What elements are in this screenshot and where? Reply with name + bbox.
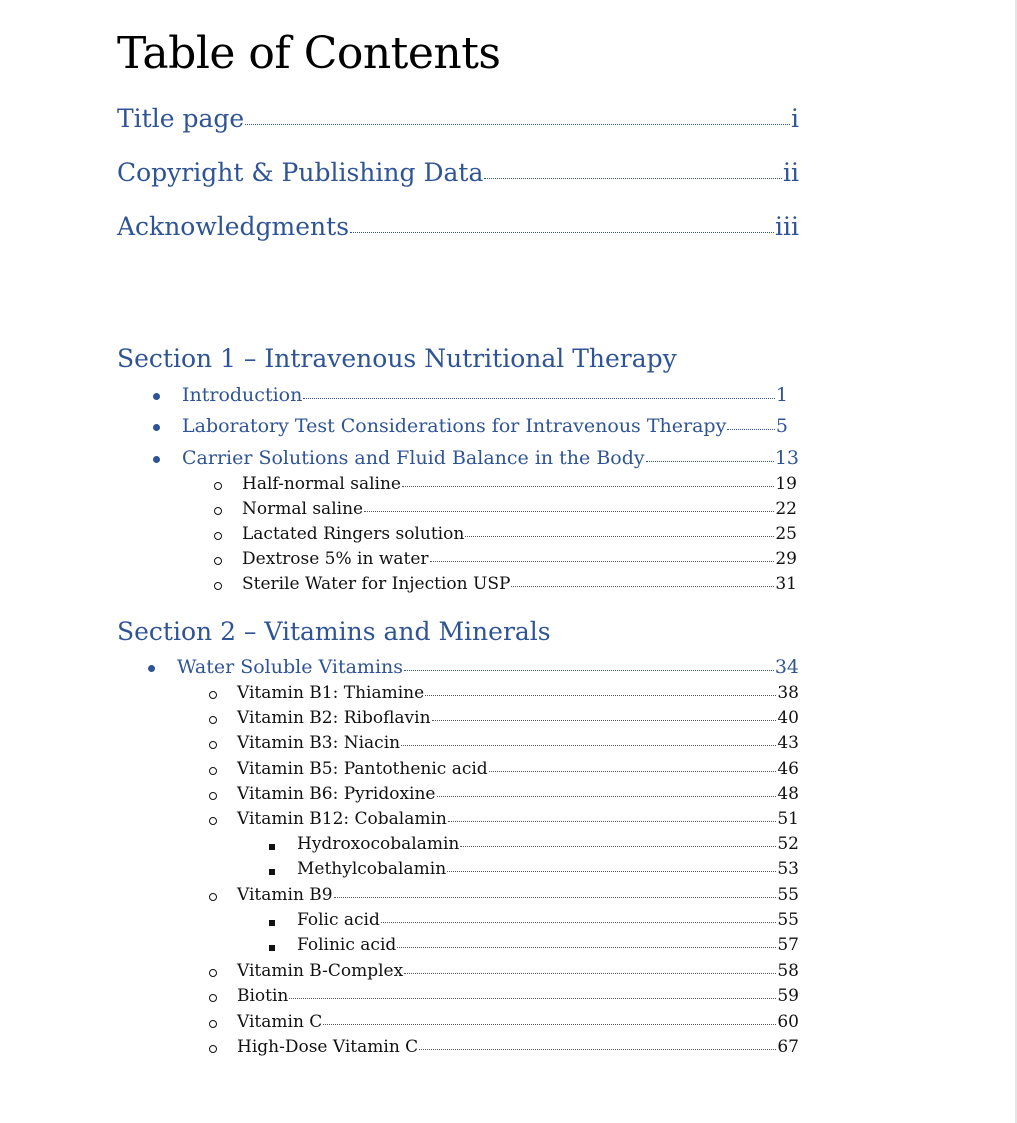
dot-leader xyxy=(448,821,776,822)
dot-leader xyxy=(397,947,776,948)
bullet-ring-icon xyxy=(214,482,222,490)
bullet-dot-icon xyxy=(148,665,155,672)
toc-entry-page: 19 xyxy=(775,474,797,494)
bullet-ring-icon xyxy=(209,1020,217,1028)
toc-entry-label: Carrier Solutions and Fluid Balance in the Body xyxy=(182,447,645,469)
toc-entry-page: 59 xyxy=(777,986,799,1006)
toc-entry-title-page[interactable] xyxy=(117,104,799,133)
toc-entry-page: 31 xyxy=(775,574,797,594)
toc-entry-page: 40 xyxy=(777,708,799,728)
toc-entry-page: ii xyxy=(783,158,799,187)
toc-entry-page: 55 xyxy=(777,910,799,930)
toc-entry-water-soluble-vitamins[interactable] xyxy=(177,656,799,678)
bullet-ring-icon xyxy=(209,969,217,977)
toc-entry-label: Vitamin B-Complex xyxy=(237,961,404,981)
toc-entry-page: 55 xyxy=(777,885,799,905)
toc-entry-page: 48 xyxy=(777,784,799,804)
toc-entry-label: Vitamin B9 xyxy=(237,885,333,905)
toc-entry-vitamin-c[interactable] xyxy=(237,1012,799,1032)
toc-entry-label: Title page xyxy=(117,104,245,133)
toc-entry-half-normal-saline[interactable] xyxy=(242,474,797,494)
toc-entry-lab-tests[interactable] xyxy=(182,415,788,437)
dot-leader xyxy=(350,232,774,233)
toc-entry-page: iii xyxy=(775,212,799,241)
dot-leader xyxy=(334,897,777,898)
dot-leader xyxy=(323,1024,776,1025)
bullet-dot-icon xyxy=(153,424,160,431)
section-1-heading[interactable]: Section 1 – Intravenous Nutritional Therapy xyxy=(117,344,677,373)
toc-entry-page: 60 xyxy=(777,1012,799,1032)
dot-leader xyxy=(465,536,774,537)
bullet-square-icon xyxy=(269,920,275,926)
toc-entry-page: 51 xyxy=(777,809,799,829)
toc-entry-page: 1 xyxy=(775,384,788,406)
toc-entry-page: 22 xyxy=(775,499,797,519)
toc-entry-label: Vitamin B3: Niacin xyxy=(237,733,401,753)
toc-entry-vitamin-b9[interactable] xyxy=(237,885,799,905)
dot-leader xyxy=(303,398,775,399)
dot-leader xyxy=(364,511,774,512)
toc-entry-label: Methylcobalamin xyxy=(297,859,447,879)
bullet-ring-icon xyxy=(209,792,217,800)
toc-entry-page: 46 xyxy=(777,759,799,779)
bullet-ring-icon xyxy=(209,716,217,724)
toc-entry-page: i xyxy=(791,104,799,133)
toc-entry-vitamin-b5[interactable] xyxy=(237,759,799,779)
toc-entry-label: Hydroxocobalamin xyxy=(297,834,460,854)
toc-entry-page: 43 xyxy=(777,733,799,753)
dot-leader xyxy=(404,670,774,671)
toc-entry-page: 58 xyxy=(777,961,799,981)
toc-entry-hydroxocobalamin[interactable] xyxy=(297,834,799,854)
toc-entry-page: 52 xyxy=(777,834,799,854)
dot-leader xyxy=(401,745,776,746)
toc-entry-label: Sterile Water for Injection USP xyxy=(242,574,511,594)
bullet-ring-icon xyxy=(209,994,217,1002)
page-title: Table of Contents xyxy=(117,28,501,79)
toc-entry-page: 34 xyxy=(774,656,799,678)
dot-leader xyxy=(432,720,777,721)
toc-entry-label: Vitamin B5: Pantothenic acid xyxy=(237,759,488,779)
toc-entry-label: Introduction xyxy=(182,384,303,406)
dot-leader xyxy=(447,871,776,872)
toc-entry-page: 5 xyxy=(775,415,788,437)
toc-entry-page: 29 xyxy=(775,549,797,569)
toc-entry-vitamin-b3[interactable] xyxy=(237,733,799,753)
dot-leader xyxy=(419,1049,776,1050)
toc-entry-vitamin-b-complex[interactable] xyxy=(237,961,799,981)
bullet-ring-icon xyxy=(209,893,217,901)
toc-entry-acknowledgments[interactable] xyxy=(117,212,799,241)
toc-entry-carrier-solutions[interactable] xyxy=(182,447,799,469)
dot-leader xyxy=(289,998,776,999)
toc-entry-label: Water Soluble Vitamins xyxy=(177,656,404,678)
bullet-ring-icon xyxy=(209,817,217,825)
toc-entry-page: 38 xyxy=(777,683,799,703)
dot-leader xyxy=(437,796,777,797)
bullet-ring-icon xyxy=(214,582,222,590)
toc-entry-label: Lactated Ringers solution xyxy=(242,524,465,544)
dot-leader xyxy=(402,486,774,487)
toc-entry-folic-acid[interactable] xyxy=(297,910,799,930)
toc-entry-label: Vitamin C xyxy=(237,1012,323,1032)
bullet-ring-icon xyxy=(209,1045,217,1053)
dot-leader xyxy=(425,695,776,696)
toc-entry-vitamin-b1[interactable] xyxy=(237,683,799,703)
dot-leader xyxy=(727,429,775,430)
toc-entry-page: 57 xyxy=(777,935,799,955)
toc-entry-label: Biotin xyxy=(237,986,289,1006)
toc-entry-label: Normal saline xyxy=(242,499,364,519)
toc-entry-copyright[interactable] xyxy=(117,158,799,187)
toc-entry-normal-saline[interactable] xyxy=(242,499,797,519)
toc-entry-dextrose[interactable] xyxy=(242,549,797,569)
toc-entry-label: Vitamin B2: Riboflavin xyxy=(237,708,431,728)
toc-entry-sterile-water[interactable] xyxy=(242,574,797,594)
toc-entry-vitamin-b6[interactable] xyxy=(237,784,799,804)
toc-entry-vitamin-b12[interactable] xyxy=(237,809,799,829)
dot-leader xyxy=(430,561,775,562)
toc-entry-label: Copyright & Publishing Data xyxy=(117,158,484,187)
bullet-square-icon xyxy=(269,945,275,951)
dot-leader xyxy=(511,586,774,587)
dot-leader xyxy=(404,973,776,974)
toc-entry-label: Half-normal saline xyxy=(242,474,401,494)
dot-leader xyxy=(484,178,782,179)
dot-leader xyxy=(460,846,776,847)
toc-entry-lactated-ringers[interactable] xyxy=(242,524,797,544)
toc-entry-label: Acknowledgments xyxy=(117,212,350,241)
toc-entry-label: Vitamin B1: Thiamine xyxy=(237,683,425,703)
toc-entry-label: Laboratory Test Considerations for Intravenous Therapy xyxy=(182,415,727,437)
bullet-ring-icon xyxy=(209,691,217,699)
bullet-dot-icon xyxy=(153,456,160,463)
bullet-ring-icon xyxy=(214,557,222,565)
bullet-square-icon xyxy=(269,869,275,875)
toc-entry-label: Vitamin B6: Pyridoxine xyxy=(237,784,436,804)
toc-entry-methylcobalamin[interactable] xyxy=(297,859,799,879)
toc-entry-introduction[interactable] xyxy=(182,384,788,406)
toc-entry-label: Folinic acid xyxy=(297,935,397,955)
toc-entry-label: Vitamin B12: Cobalamin xyxy=(237,809,447,829)
toc-entry-label: Dextrose 5% in water xyxy=(242,549,429,569)
bullet-ring-icon xyxy=(214,532,222,540)
toc-entry-label: High-Dose Vitamin C xyxy=(237,1037,419,1057)
dot-leader xyxy=(489,771,777,772)
bullet-square-icon xyxy=(269,844,275,850)
toc-entry-page: 67 xyxy=(777,1037,799,1057)
bullet-ring-icon xyxy=(209,741,217,749)
toc-entry-vitamin-b2[interactable] xyxy=(237,708,799,728)
dot-leader xyxy=(245,124,790,125)
toc-entry-high-dose-vitamin-c[interactable] xyxy=(237,1037,799,1057)
section-2-heading[interactable]: Section 2 – Vitamins and Minerals xyxy=(117,617,551,646)
dot-leader xyxy=(646,461,774,462)
toc-entry-label: Folic acid xyxy=(297,910,380,930)
bullet-ring-icon xyxy=(214,507,222,515)
toc-entry-page: 13 xyxy=(774,447,799,469)
toc-entry-page: 53 xyxy=(777,859,799,879)
dot-leader xyxy=(381,922,776,923)
toc-entry-biotin[interactable] xyxy=(237,986,799,1006)
bullet-dot-icon xyxy=(153,393,160,400)
toc-entry-page: 25 xyxy=(775,524,797,544)
toc-entry-folinic-acid[interactable] xyxy=(297,935,799,955)
bullet-ring-icon xyxy=(209,767,217,775)
